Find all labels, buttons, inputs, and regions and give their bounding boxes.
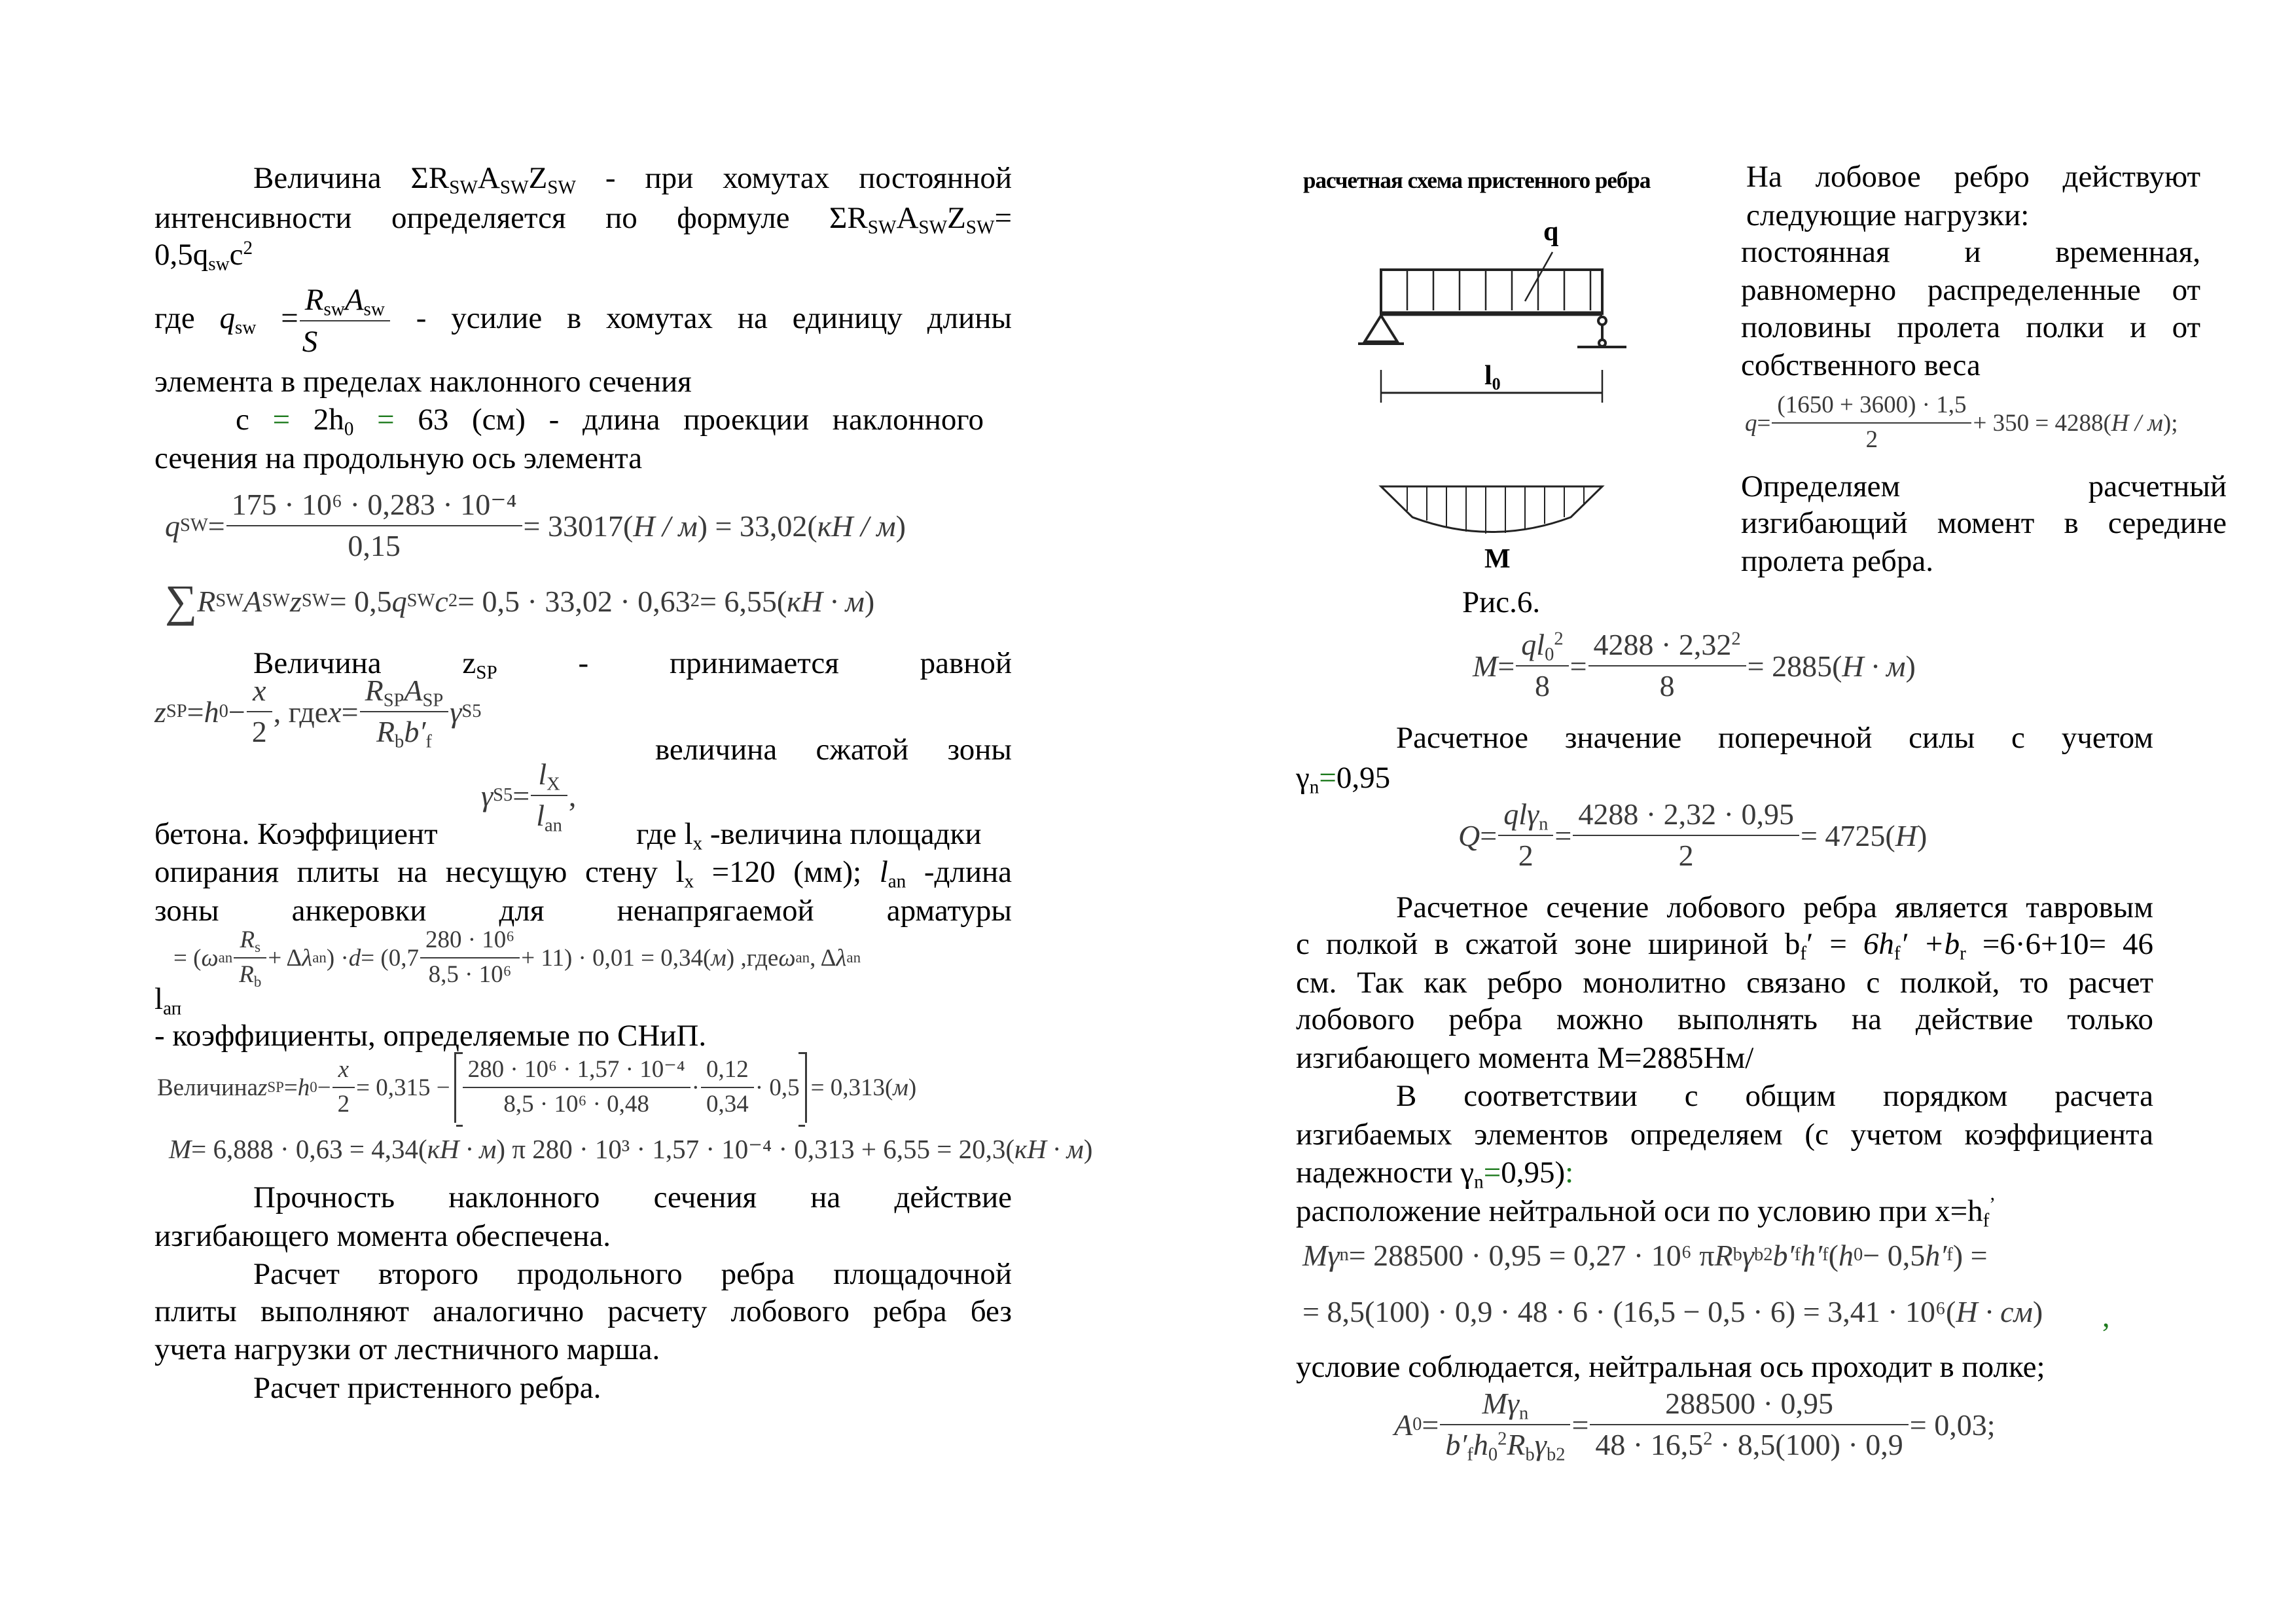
math-symbol: b′ xyxy=(404,715,426,748)
paragraph-line: - коэффициенты, определяемые по СНиП. xyxy=(154,1019,707,1053)
subscript: f xyxy=(425,731,432,752)
denominator: 8 xyxy=(1588,665,1746,704)
formula-q: q = $\frac{(1650 + 3600) \cdot 1,5}{2}$ + 350 = 4288( Н / м ); xyxy=(1745,392,2178,453)
subscript: b2 xyxy=(1546,1444,1566,1465)
math-symbol: M xyxy=(169,1134,192,1164)
math-symbol: ∑ xyxy=(165,575,198,626)
highlighted-symbol: = xyxy=(1319,761,1336,795)
pin-support-icon xyxy=(1365,316,1397,342)
subscript: sw xyxy=(323,299,345,320)
paragraph-line: следующие нагрузки: xyxy=(1746,198,2030,232)
math-symbol: z xyxy=(154,695,166,729)
paragraph-line: величина сжатой зоны xyxy=(655,733,1012,767)
highlighted-symbol: , xyxy=(2102,1299,2110,1333)
paragraph-line: сечения на продольную ось элемента xyxy=(154,441,643,475)
superscript: 2 xyxy=(243,237,253,259)
subscript: b xyxy=(395,731,404,752)
subscript: f xyxy=(1467,1444,1473,1465)
fraction xyxy=(1575,797,1797,873)
math-symbol: x xyxy=(328,695,342,729)
roller-support-icon xyxy=(1598,317,1606,325)
math-symbol: d xyxy=(348,944,361,972)
formula-sum-rsw: ∑ R SW A SW z SW = 0,5 q SW c 2 = 0,5 · 33,02 · 0,63 2 = 6,55( кН · м ) xyxy=(165,575,875,626)
math-symbol: Н / м xyxy=(633,509,698,543)
paragraph-line: изгибающего момента обеспечена. xyxy=(154,1219,611,1253)
subscript: SP xyxy=(383,690,404,711)
math-symbol: R xyxy=(376,715,395,748)
math-symbol: R xyxy=(240,926,255,954)
paragraph-line: Прочность наклонного сечения на действие xyxy=(253,1180,1012,1214)
superscript: 2 xyxy=(1731,629,1741,649)
subscript: n xyxy=(1474,1171,1484,1193)
math-symbol: 6h xyxy=(1863,927,1894,961)
math-symbol: λ xyxy=(302,944,313,972)
math-symbol: S xyxy=(302,325,318,359)
subscript: an xyxy=(888,871,906,892)
math-symbol: z xyxy=(258,1074,268,1101)
denominator: 0,34 xyxy=(701,1087,754,1119)
subscript: b xyxy=(1525,1444,1535,1465)
math-symbol: M xyxy=(1473,649,1498,683)
numerator: 4288 · 2,32 · 0,95 xyxy=(1578,797,1794,831)
math-symbol: h′ xyxy=(1801,1238,1823,1272)
fraction xyxy=(1518,628,1566,704)
math-symbol: Mγ xyxy=(1302,1238,1340,1272)
subscript: 0 xyxy=(344,418,354,440)
numerator: 0,12 xyxy=(706,1056,749,1084)
paragraph-line: с полкой в сжатой зоне шириной $b_f' = 6h_f' +b_r =6\cdot 6+10= 46$ xyxy=(1296,927,2154,964)
subscript: SP xyxy=(422,690,444,711)
math-symbol: Mγ xyxy=(1482,1387,1519,1421)
math-symbol: ω xyxy=(201,944,219,972)
denominator: 2 xyxy=(1573,835,1799,873)
math-symbol: h xyxy=(1473,1428,1488,1461)
subscript: 0 xyxy=(1488,1444,1498,1465)
math-symbol: R xyxy=(365,674,384,708)
subscript: x xyxy=(684,871,694,892)
math-symbol: c xyxy=(435,584,448,618)
formula-gamma-s5: γ S5 = $\frac{l_X}{l_{an}}$ , xyxy=(481,757,577,836)
highlighted-symbol: = xyxy=(377,403,395,437)
paragraph-line: На лобовое ребро действуют xyxy=(1746,160,2200,194)
highlighted-symbol: : xyxy=(1565,1156,1574,1190)
paragraph-line: $\gamma_n=0,95$ xyxy=(1296,761,1391,798)
math-symbol: b′ xyxy=(1445,1428,1467,1461)
paragraph-line: собственного веса xyxy=(1741,348,1981,382)
formula-zsp: z SP = h 0 − $\frac{x}{2}$ , где x = $\frac{R_{SP}A_{SP}}{R_bb'_f}$ γ S5 xyxy=(154,674,482,752)
paragraph-line: бетона. Коэффициент xyxy=(154,817,438,851)
math-symbol: R xyxy=(197,584,216,618)
denominator: 8,5 · 10⁶ · 0,48 xyxy=(463,1087,691,1119)
highlighted-symbol: = xyxy=(1483,1156,1501,1190)
paragraph-line: см. Так как ребро монолитно связано с полкой, то расчет xyxy=(1296,966,2153,1000)
math-symbol: q xyxy=(165,509,180,543)
math-symbol: A xyxy=(404,674,423,708)
paragraph-line: Расчетное значение поперечной силы с учетом xyxy=(1396,721,2153,755)
math-symbol: A xyxy=(344,283,364,318)
fraction xyxy=(1591,628,1744,704)
bracket-group: $\frac{\text{280 · 10⁶ · 1,57 · 10⁻⁴}}{\text{8,5 · 10⁶ · 0,48}}$ · $\frac{0,12}{0,34}$ · 0,5 xyxy=(454,1052,807,1122)
paragraph-line: Величина $\Sigma R_{SW}A_{SW}Z_{SW}$ - при хомутах постоянной xyxy=(253,161,1012,198)
paragraph-line: изгибаемых элементов определяем (с учетом коэффициента xyxy=(1296,1118,2153,1152)
denominator: 2 xyxy=(1498,835,1553,873)
paragraph-line: В соответствии с общим порядком расчета xyxy=(1396,1079,2153,1113)
denominator: 8,5 · 10⁶ xyxy=(420,957,520,989)
moment-hatching xyxy=(1407,486,1584,534)
formula-moment: M = 6,888 · 0,63 = 4,34( кН · м ) π 280 · 10³ · 1,57 · 10⁻⁴ · 0,313 + 6,55 = 20,3( кН · м ) xyxy=(169,1134,1093,1164)
paragraph-line: зоны анкеровки для ненапрягаемой арматуры xyxy=(154,894,1012,928)
moment-label: M xyxy=(1484,544,1511,574)
formula-q-shear: Q = $\frac{ql\gamma_n}{2}$ = $\frac{4288 \cdot 2,32 \cdot 0,95}{2}$ = 4725( Н ) xyxy=(1458,797,1928,872)
denominator: 2 xyxy=(247,711,272,750)
math-symbol: м xyxy=(893,1074,908,1101)
math-symbol: b′ xyxy=(1772,1238,1795,1272)
math-symbol: qlγ xyxy=(1503,797,1539,831)
subscript: r xyxy=(1960,943,1966,964)
math-symbol: кН · м xyxy=(787,584,865,618)
subscript: SW xyxy=(547,177,576,198)
paragraph-line: опирания плиты на несущую стену $l_x =120$ (мм); $l_{an}$ -длина xyxy=(154,855,1013,892)
subscript: SW xyxy=(918,217,948,238)
math-symbol: q xyxy=(1745,409,1757,437)
subscript: SP xyxy=(476,662,497,684)
formula-m: M = $\frac{ql_0^2}{8}$ = $\frac{4288 \cdot 2,32^2}{8}$ = 2885( Н · м ) xyxy=(1473,628,1916,702)
subscript: n xyxy=(1518,1403,1529,1424)
superscript: ’ xyxy=(1989,1194,1996,1215)
math-symbol: z xyxy=(289,584,302,618)
subscript: f xyxy=(1982,1210,1990,1231)
formula-neutral-axis: Mγ n = 288500 · 0,95 = 0,27 · 10⁶ π R b γ b2 b′ f h′ f ( h 0 − 0,5 h′ f ) = xyxy=(1302,1238,1988,1272)
math-symbol: x xyxy=(338,1056,350,1084)
math-symbol: l xyxy=(879,855,888,889)
distributed-load xyxy=(1381,270,1602,314)
highlighted-symbol: = xyxy=(272,403,291,437)
numerator xyxy=(1518,628,1566,665)
denominator: $48 \cdot 16,5^2 \cdot 8,5(100) \cdot 0,9$ xyxy=(1590,1424,1908,1463)
math-symbol: кН · м xyxy=(427,1134,497,1164)
numerator: 280 · 10⁶ xyxy=(425,926,515,954)
subscript: sw xyxy=(363,299,385,320)
paragraph-line: $l_{ап}$ xyxy=(154,982,182,1019)
math-symbol: γ xyxy=(450,695,462,729)
subscript: f xyxy=(1800,943,1807,964)
paragraph-line: плиты выполняют аналогично расчету лобового ребра без xyxy=(154,1294,1012,1328)
paragraph-line: Величина $z_{SP}$ - принимается равной xyxy=(253,646,1012,684)
math-symbol: ql xyxy=(1521,628,1545,662)
numerator xyxy=(1480,1387,1532,1424)
paragraph-line: постоянная и временная, xyxy=(1741,235,2200,269)
formula-lan: = ( ω an $\frac{R_s}{R_b}$ + Δ λ an ) · d = (0,7 $\frac{\text{280 · 10⁶}}{\text{8,5 · 10⁶}}$ + 11) · 0,01 = 0,34( м ) ,где ω an , Δ λ an xyxy=(173,926,861,990)
paragraph-line: равномерно распределенные от xyxy=(1741,273,2200,307)
formula-a0: A 0 = $\frac{M\gamma_n}{b'_fh_0^2R_b\gamma_{b2}}$ = $\frac{288500 \cdot 0,95}{48 \cdot 16,5^2 \cdot 8,5(100) \cdot 0,9}$ = 0,03; xyxy=(1394,1387,1996,1465)
subscript: n xyxy=(1539,814,1549,835)
paragraph-line: пролета ребра. xyxy=(1741,544,1933,578)
denominator xyxy=(1440,1424,1570,1463)
paragraph-line: надежности $\gamma_n=0,95$): xyxy=(1296,1156,1574,1193)
paragraph-line: условие соблюдается, нейтральная ось проходит в полке; xyxy=(1296,1350,2045,1384)
subscript: SW xyxy=(867,217,897,238)
subscript: f xyxy=(1893,943,1901,964)
paragraph-line: $0,5q_{sw}c^2$ xyxy=(154,237,253,275)
paragraph-line: где $l_x$ -величина площадки xyxy=(636,817,982,854)
formula-zsp-value: Величина z SP = h 0 − $\frac{x}{2}$ = 0,315 − $\frac{\text{280 · 10⁶ · 1,57 · 10⁻⁴}}{\text{8,5 · 10⁶ · 0,48}}$ · $\frac{0,12}{0,34}$ · 0,5 = 0,313( м ) xyxy=(157,1032,916,1143)
superscript: 2 xyxy=(1703,1429,1713,1450)
math-symbol: h xyxy=(204,695,219,729)
superscript: 2 xyxy=(1554,629,1564,649)
subscript: 0 xyxy=(1492,374,1501,393)
subscript: ап xyxy=(163,998,182,1019)
formula-qsw: q SW = $\frac{\text{175 · 10⁶ · 0,283 · 10⁻⁴}}{0,15}$ = 33017( Н / м ) = 33,02( кН / м ) xyxy=(165,488,906,562)
span-label: $l_0$ xyxy=(1484,361,1501,393)
numerator: $4288 \cdot 2,32^2$ xyxy=(1593,628,1741,662)
subscript: n xyxy=(1309,776,1319,798)
math-symbol: Н · м xyxy=(1842,649,1906,683)
fraction xyxy=(1592,1387,1905,1463)
math-symbol: h′ xyxy=(1925,1238,1947,1272)
subscript: an xyxy=(545,815,562,836)
paragraph-line: интенсивности определяется по формуле $\Sigma R_{SW}A_{SW}Z_{SW}=$ xyxy=(154,201,1012,238)
paragraph-line: $c = 2h_0 = 63$ (см) - длина проекции наклонного xyxy=(236,403,984,440)
math-symbol: кН / м xyxy=(817,509,896,543)
formula-comma xyxy=(2102,1260,2110,1372)
math-symbol: x xyxy=(253,674,266,708)
numerator: 280 · 10⁶ · 1,57 · 10⁻⁴ xyxy=(467,1056,685,1084)
figure-caption: Рис.6. xyxy=(1462,585,1541,619)
math-symbol: γ xyxy=(481,778,493,812)
math-symbol: Н · см xyxy=(1956,1294,2033,1328)
subscript: SW xyxy=(449,177,478,198)
math-symbol: ′ +b xyxy=(1900,927,1960,961)
paragraph-line: Расчет пристенного ребра. xyxy=(253,1371,601,1405)
subscript: sw xyxy=(208,253,230,275)
paragraph-line: изгибающий момент в середине xyxy=(1741,506,2227,540)
math-symbol: Q xyxy=(1458,818,1480,852)
moment-diagram xyxy=(1381,486,1602,532)
math-symbol: кН · м xyxy=(1014,1134,1084,1164)
load-arrows xyxy=(1407,270,1590,310)
math-symbol: R xyxy=(304,283,324,318)
paragraph-line-with-formula: где $q_{sw}$ = $\frac{R_{sw}A_{sw}}{S}$ - усилие в хомутах на единицу длины xyxy=(154,283,1012,359)
numerator: (1650 + 3600) · 1,5 xyxy=(1777,392,1967,419)
denominator: 2 xyxy=(1772,422,1971,454)
math-symbol: A xyxy=(1394,1408,1413,1442)
paragraph-line: элемента в пределах наклонного сечения xyxy=(154,365,692,399)
fraction xyxy=(1774,392,1969,454)
subscript: 0 xyxy=(1545,644,1554,665)
math-symbol: q xyxy=(391,584,407,618)
math-symbol: h xyxy=(297,1074,310,1101)
math-symbol: R xyxy=(1714,1238,1733,1272)
diagram-title: расчетная схема пристенного ребра xyxy=(1303,168,1651,193)
paragraph-line: Определяем расчетный xyxy=(1741,469,2227,503)
math-symbol: ω xyxy=(778,944,796,972)
math-symbol: Н / м xyxy=(2111,409,2163,437)
fraction xyxy=(1443,1387,1568,1463)
formula-neutral-axis-value: = 8,5(100) · 0,9 · 48 · 6 · (16,5 − 0,5 · 6) = 3,41 · 10⁶( Н · см ) xyxy=(1302,1294,2043,1328)
subscript: x xyxy=(692,833,703,854)
math-symbol: м xyxy=(711,944,726,972)
paragraph-line: расположение нейтральной оси по условию при $x=h_f^’$ xyxy=(1296,1194,1996,1231)
numerator: 288500 · 0,95 xyxy=(1665,1387,1833,1421)
subscript: s xyxy=(255,939,261,956)
paragraph-line: половины пролета полки и от xyxy=(1741,310,2200,344)
math-symbol: h xyxy=(1839,1238,1854,1272)
paragraph-line: учета нагрузки от лестничного марша. xyxy=(154,1332,660,1366)
subscript: sw xyxy=(235,317,257,338)
math-symbol: γ xyxy=(1742,1238,1755,1272)
load-label: q xyxy=(1543,217,1559,247)
math-symbol: R xyxy=(1507,1428,1526,1461)
numerator xyxy=(1501,797,1551,835)
paragraph-line: лобового ребра можно выполнять на действие только xyxy=(1296,1002,2153,1036)
paragraph-line: изгибающего момента М=2885Нм/ xyxy=(1296,1041,1754,1075)
math-symbol: l xyxy=(538,757,547,792)
math-symbol: γ xyxy=(1534,1428,1547,1461)
fraction xyxy=(1501,797,1551,873)
paragraph-line: Расчетное сечение лобового ребра является тавровым xyxy=(1396,890,2153,924)
subscript: SW xyxy=(499,177,529,198)
subscript: SW xyxy=(965,217,995,238)
denominator: 2 xyxy=(332,1087,355,1119)
denominator: 8 xyxy=(1516,665,1568,704)
math-symbol: A xyxy=(243,584,262,618)
superscript: 2 xyxy=(1498,1429,1507,1450)
math-symbol: l xyxy=(536,799,545,832)
math-symbol: q xyxy=(219,301,236,335)
subscript: b xyxy=(253,973,262,990)
math-symbol: Н xyxy=(1895,818,1917,852)
paragraph-line: Расчет второго продольного ребра площадочной xyxy=(253,1257,1012,1291)
numerator: 175 · 10⁶ · 0,283 · 10⁻⁴ xyxy=(231,488,517,522)
denominator: 0,15 xyxy=(226,525,522,564)
math-symbol: R xyxy=(239,961,254,988)
subscript: X xyxy=(547,774,560,795)
math-symbol: λ xyxy=(836,944,847,972)
